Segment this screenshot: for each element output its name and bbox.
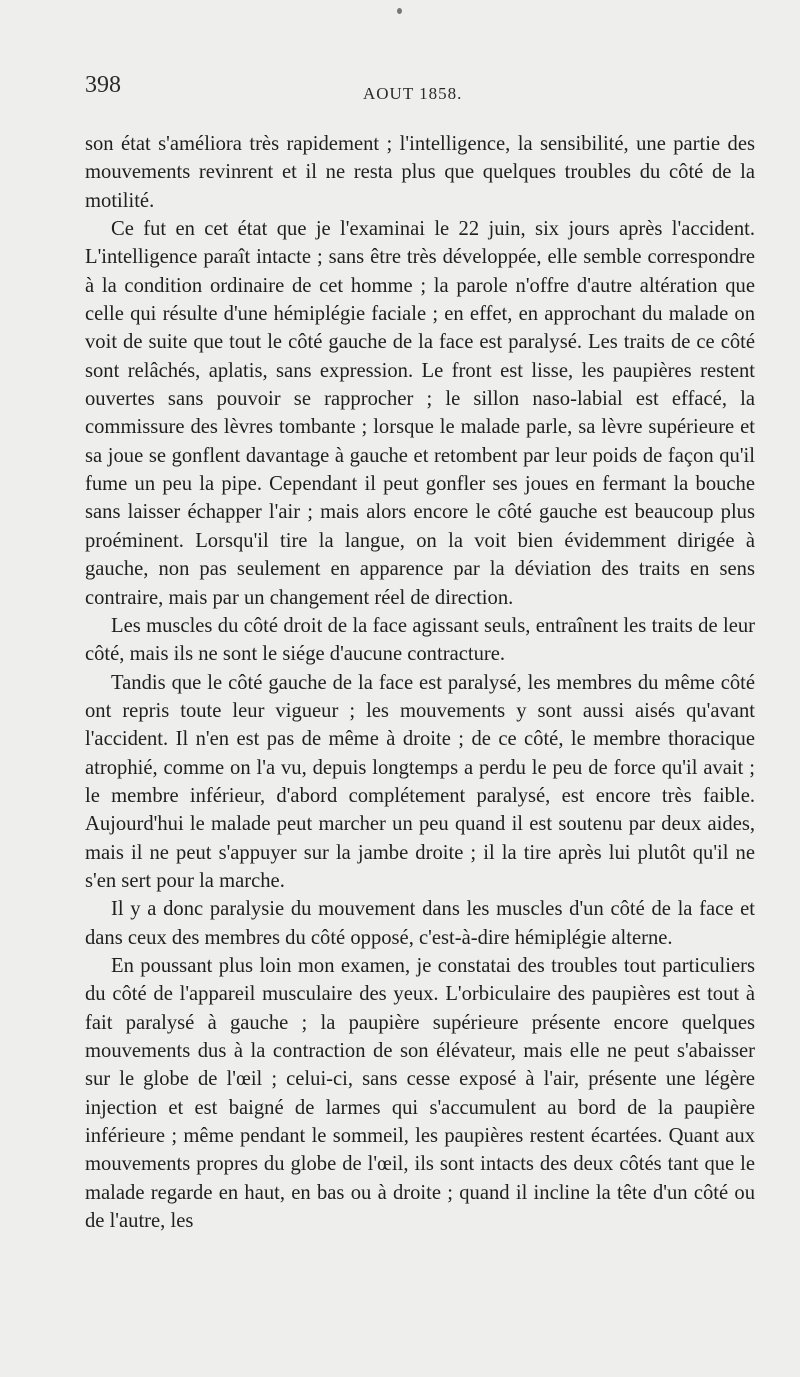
page-number: 398	[85, 72, 121, 98]
paragraph-6: En poussant plus loin mon examen, je constatai des troubles tout particuliers du côté de l'appareil musculaire des yeux. L'orbiculaire des paupières est tout à fait paralysé à gauche ; la paupière supérieure présente encore quelques mouvements dus à la contraction de son élévateur, mais elle ne peut s'abaisser sur le globe de l'œil ; celui-ci, sans cesse exposé à l'air, présente une légère injection et est baigné de larmes qui s'accumulent au bord de la paupière inférieure ; même pendant le sommeil, les paupières restent écartées. Quant aux mouvements propres du globe de l'œil, ils sont intacts des deux côtés tant que le malade regarde en haut, en bas ou à droite ; quand il incline la tête d'un côté ou de l'autre, les	[85, 954, 755, 1233]
ink-speck	[397, 8, 402, 14]
paragraph-3: Les muscles du côté droit de la face agissant seuls, entraînent les traits de leur côté, mais ils ne sont le siége d'aucune contracture.	[85, 614, 755, 666]
running-head: AOUT 1858.	[363, 84, 463, 103]
paragraph-2: Ce fut en cet état que je l'examinai le 22 juin, six jours après l'accident. L'intelligence paraît intacte ; sans être très développée, elle semble correspondre à la condition ordinaire de cet homme ; la parole n'offre d'autre altération que celle qui résulte d'une hémiplégie faciale ; en effet, en approchant du malade on voit de suite que tout le côté gauche de la face est paralysé. Les traits de ce côté sont relâchés, aplatis, sans expression. Le front est lisse, les paupières restent ouvertes sans pouvoir se rapprocher ; le sillon naso-labial est effacé, la commissure des lèvres tombante ; lorsque le malade parle, sa lèvre supérieure et sa joue se gonflent davantage à gauche et retombent par leur poids de façon qu'il fume un peu la pipe. Cependant il peut gonfler ses joues en fermant la bouche sans laisser échapper l'air ; mais alors encore le côté gauche est beaucoup plus proéminent. Lorsqu'il tire la langue, on la voit bien évidemment dirigée à gauche, non pas seulement en apparence par la déviation des traits en sens contraire, mais par un changement réel de direction.	[85, 218, 755, 609]
paragraph-4: Tandis que le côté gauche de la face est paralysé, les membres du même côté ont repris toute leur vigueur ; les mouvements y sont aussi aisés qu'avant l'accident. Il n'en est pas de même à droite ; de ce côté, le membre thoracique atrophié, comme on l'a vu, depuis longtemps a perdu le peu de force qu'il avait ; le membre inférieur, d'abord complétement paralysé, est encore très faible. Aujourd'hui le malade peut marcher un peu quand il est soutenu par deux aides, mais il ne peut s'appuyer sur la jambe droite ; il la tire après lui plutôt qu'il ne s'en sert pour la marche.	[85, 671, 755, 892]
body-text	[85, 130, 755, 1235]
paragraph-1: son état s'améliora très rapidement ; l'intelligence, la sensibilité, une partie des mouvements revinrent et il ne resta plus que quelques troubles du côté de la motilité.	[85, 133, 755, 212]
paragraph-5: Il y a donc paralysie du mouvement dans les muscles d'un côté de la face et dans ceux des membres du côté opposé, c'est-à-dire hémiplégie alterne.	[85, 898, 755, 949]
page-header	[85, 72, 755, 104]
